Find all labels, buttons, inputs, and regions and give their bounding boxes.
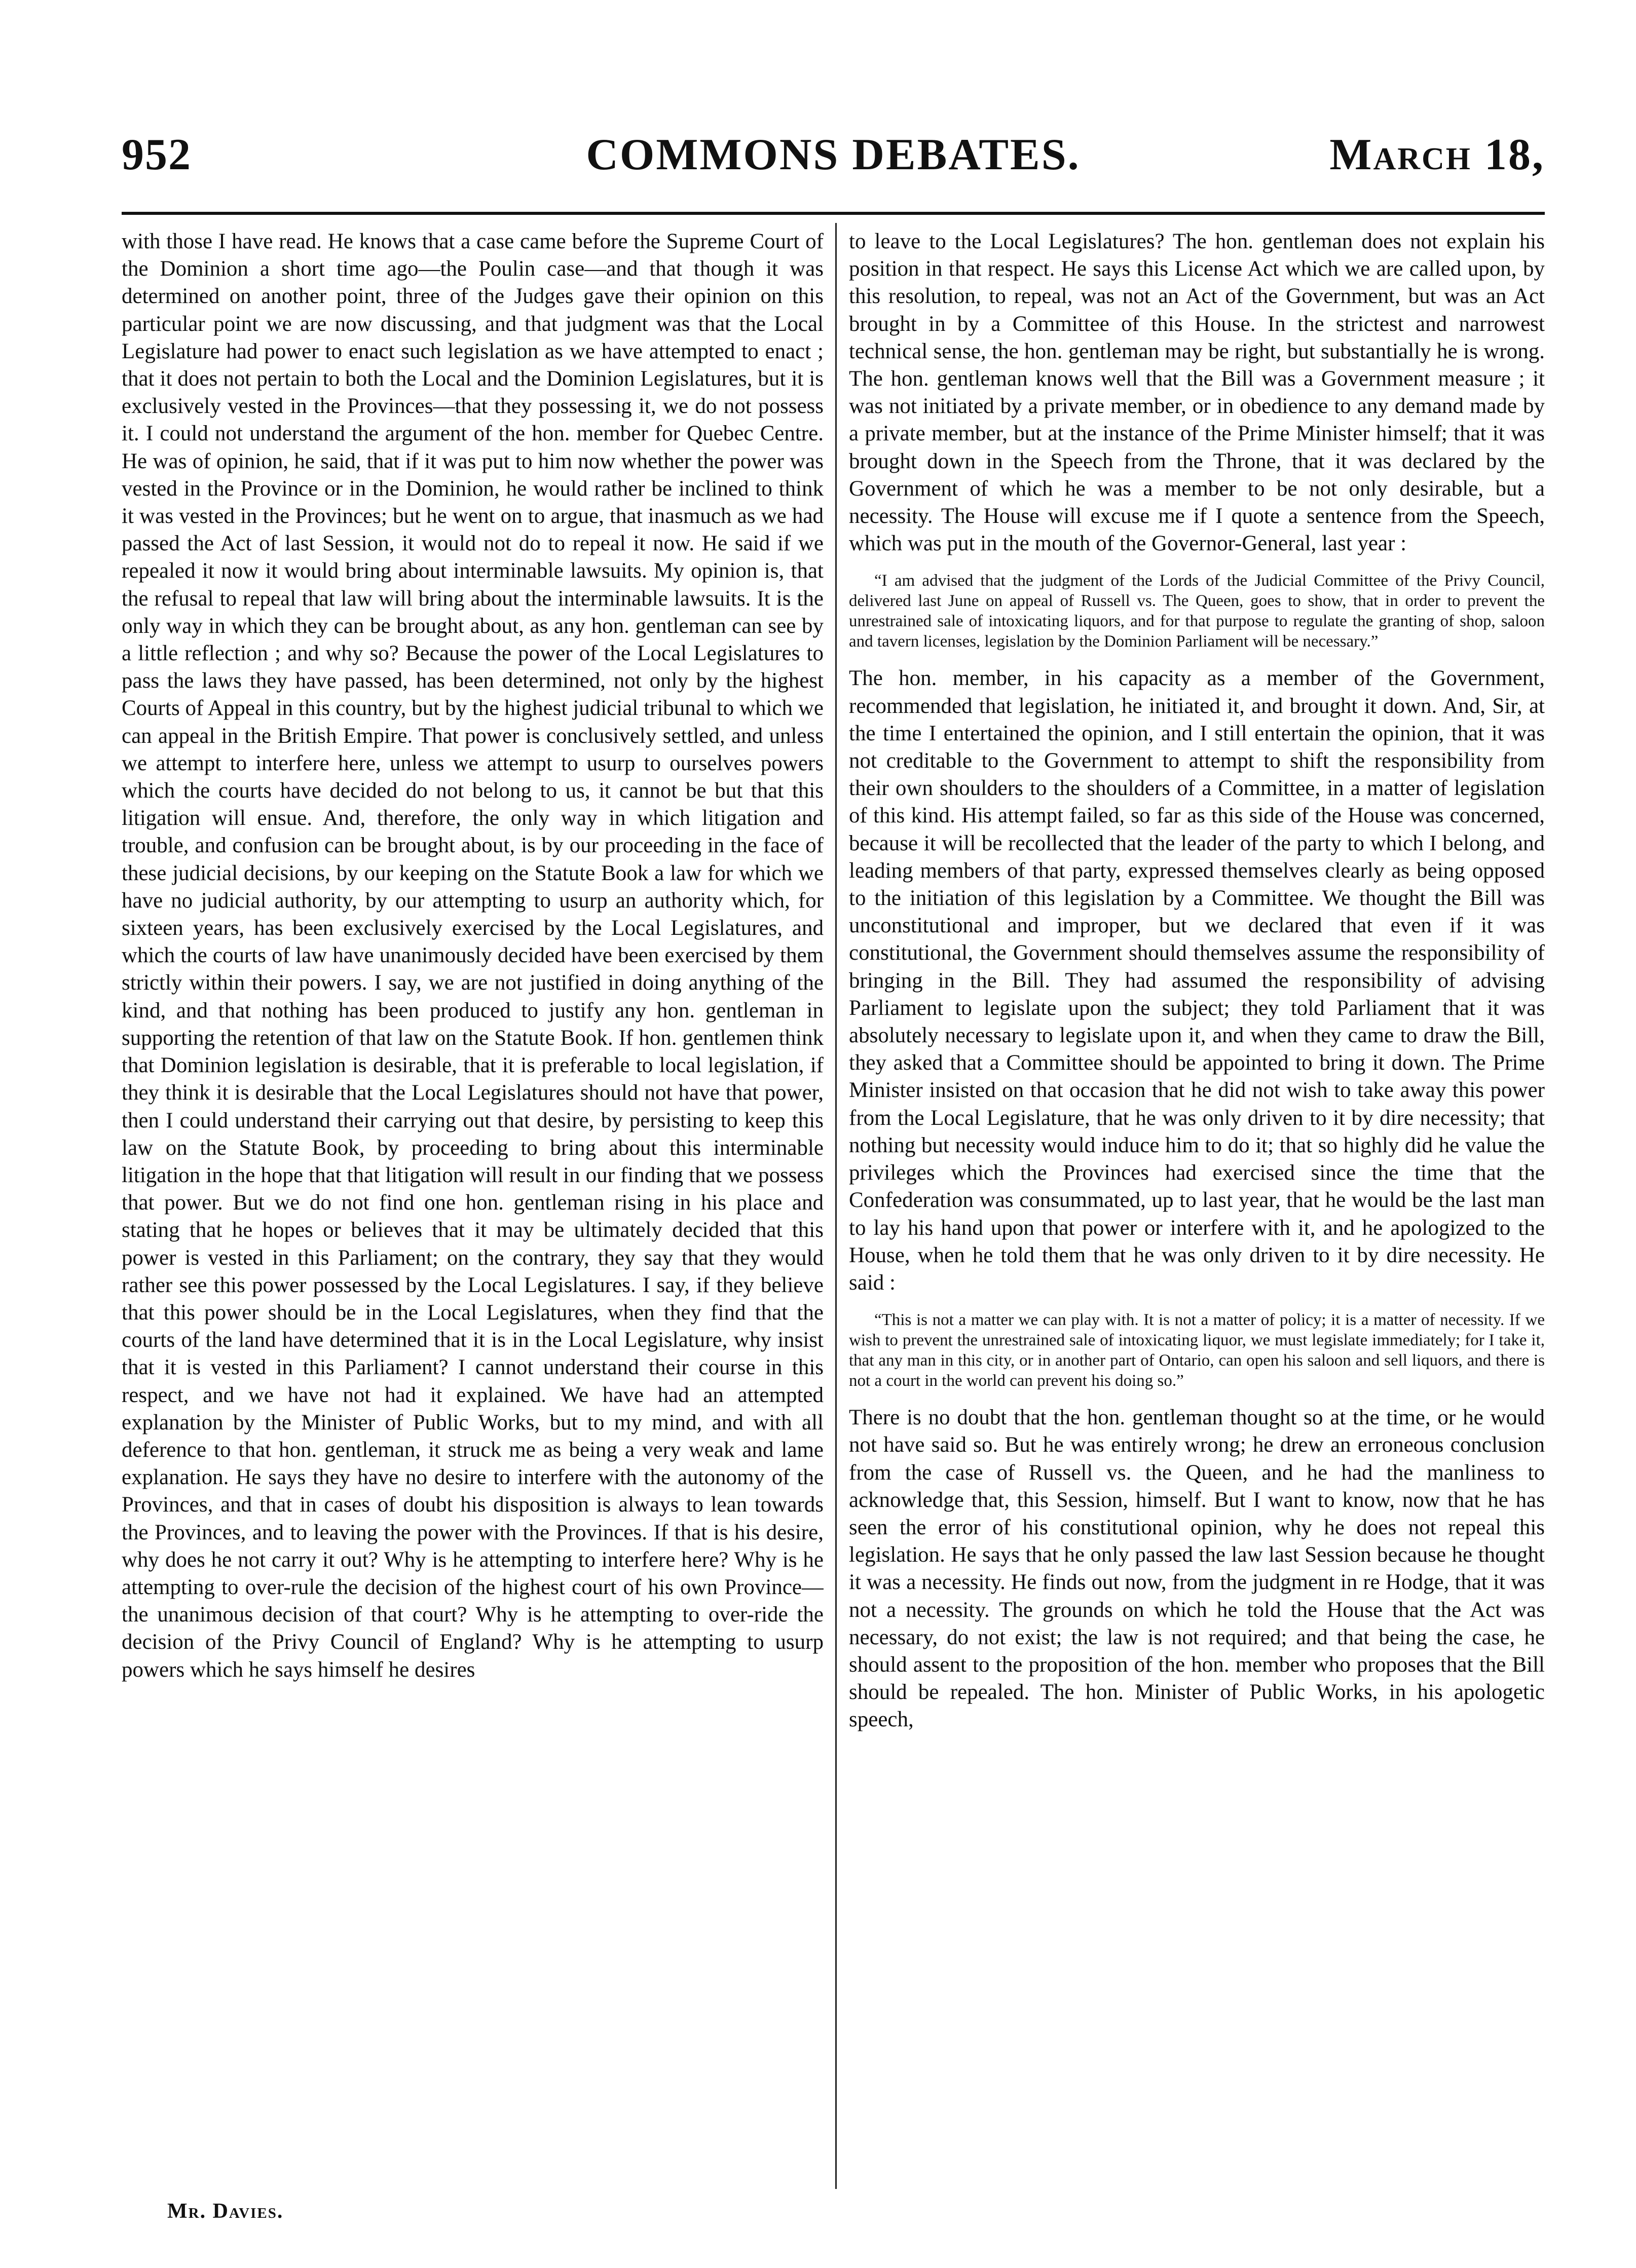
- header-date: March 18,: [1329, 130, 1545, 179]
- right-paragraph-3: There is no doubt that the hon. gentleman thought so at the time, or he would not have said so. But he was entirely wrong; he drew an erroneous conclusion from the case of Russell vs. the Queen, and he had the manliness to acknowledge that, this Session, himself. But I want to know, now that he has seen the error of his constitutional opinion, why he does not repeal this legislation. He says that he only passed the law last Session because he thought it was a necessity. He finds out now, from the judgment in re Hodge, that it was not a necessity. The grounds on which he told the House that the Act was necessary, do not exist; the law is not required; and that being the case, he should assent to the proposition of the hon. member who proposes that the Bill should be repealed. The hon. Minister of Public Works, in his apologetic speech,: [849, 1406, 1545, 1732]
- block-quote-speech-throne: “I am advised that the judgment of the Lords of the Judicial Committee of the Privy Council, delivered last June on appeal of Russell vs. The Queen, goes to show, that in order to prevent the unrestrained sale of intoxicating liquors, and for that purpose to regulate the granting of shop, saloon and tavern licenses, legislation by the Dominion Parliament will be necessary.”: [849, 572, 1545, 651]
- header-rule: [122, 212, 1545, 215]
- right-paragraph-1: to leave to the Local Legislatures? The hon. gentleman does not explain his position in that respect. He says this License Act which we are called upon, by this resolution, to repeal, was not an Act of the Government, but was an Act brought in by a Committee of this House. In the strictest and narrowest technical sense, the hon. gentleman may be right, but substantially he is wrong. The hon. gentleman knows well that the Bill was a Government measure ; it was not initiated by a private member, or in obedience to any demand made by a private member, but at the instance of the Prime Minister himself; that it was brought down in the Speech from the Throne, that it was declared by the Government of which he was a member to be not only desirable, but a necessity. The House will excuse me if I quote a sentence from the Speech, which was put in the mouth of the Governor-General, last year :: [849, 230, 1545, 556]
- publication-title: COMMONS DEBATES.: [586, 130, 1081, 179]
- right-paragraph-2: The hon. member, in his capacity as a member of the Government, recommended that legislation, he initiated it, and brought it down. And, Sir, at the time I entertained the opinion, and I still entertain the opinion, that it was not creditable to the Government to attempt to shift the responsibility from their own shoulders to the shoulders of a Committee, in a matter of legislation of this kind. His attempt failed, so far as this side of the House was concerned, because it will be recollected that the leader of the party to which I belong, and leading members of that party, expressed themselves clearly as being opposed to the initiation of this legislation by a Committee. We thought the Bill was unconstitutional and improper, but we declared that even if it was constitutional, the Government should themselves assume the responsibility of bringing in the Bill. They had assumed the responsibility of advising Parliament to legislate upon the subject; they told Parliament that it was absolutely necessary to legislate upon it, and when they came to draw the Bill, they asked that a Committee should be appointed to bring it down. The Prime Minister insisted on that occasion that he did not wish to take away this power from the Local Legislature, that he was only driven to it by dire necessity; that nothing but necessity would induce him to do it; that so highly did he value the privileges which the Provinces had exercised since the time that the Confederation was consummated, up to last year, that he would be the last man to lay his hand upon that power or interfere with it, and he apologized to the House, when he told them that he was only driven to it by dire necessity. He said :: [849, 666, 1545, 1295]
- right-column: [849, 228, 1545, 2204]
- block-quote-prime-minister: “This is not a matter we can play with. It is not a matter of policy; it is a matter of necessity. If we wish to prevent the unrestrained sale of intoxicating liquor, we must legislate immediately; for I take it, that any man in this city, or in another part of Ontario, can open his saloon and sell liquors, and there is not a court in the world can prevent his doing so.”: [849, 1311, 1545, 1390]
- speaker-footer: Mr. Davies.: [167, 2200, 284, 2223]
- left-column: [122, 228, 824, 2194]
- page-number: 952: [122, 130, 192, 179]
- page-header: [122, 129, 1545, 200]
- column-divider: [835, 223, 837, 2189]
- left-paragraph-1: with those I have read. He knows that a case came before the Supreme Court of the Dominion a short time ago—the Poulin case—and that though it was determined on another point, three of the Judges gave their opinion on this particular point we are now discussing, and that judgment was that the Local Legislature had power to enact such legislation as we have attempted to enact ; that it does not pertain to both the Local and the Dominion Legislatures, but it is exclusively vested in the Provinces—that they possessing it, we do not possess it. I could not understand the argument of the hon. member for Quebec Centre. He was of opinion, he said, that if it was put to him now whether the power was vested in the Province or in the Dominion, he would rather be inclined to think it was vested in the Provinces; but he went on to argue, that inasmuch as we had passed the Act of last Session, it would not do to repeal it now. He said if we repealed it now it would bring about interminable lawsuits. My opinion is, that the refusal to repeal that law will bring about the interminable lawsuits. It is the only way in which they can be brought about, as any hon. gentleman can see by a little reflection ; and why so? Because the power of the Local Legislatures to pass the laws they have passed, has been determined, not only by the highest Courts of Appeal in this country, but by the highest judicial tribunal to which we can appeal in the British Empire. That power is conclusively settled, and unless we attempt to interfere here, unless we attempt to usurp to ourselves powers which the courts have decided do not belong to us, it cannot be but that this litigation will ensue. And, therefore, the only way in which litigation and trouble, and confusion can be brought about, is by our proceeding in the face of these judicial decisions, by our keeping on the Statute Book a law for which we have no judicial authority, by our attempting to usurp an authority which, for sixteen years, has been exclusively exercised by the Local Legislatures, and which the courts of law have unanimously decided have been exercised by them strictly within their powers. I say, we are not justified in doing anything of the kind, and that nothing has been produced to justify any hon. gentleman in supporting the retention of that law on the Statute Book. If hon. gentlemen think that Dominion legislation is desirable, that it is preferable to local legislation, if they think it is desirable that the Local Legislatures should not have that power, then I could understand their carrying out that desire, by persisting to keep this law on the Statute Book, by proceeding to bring about this interminable litigation in the hope that that litigation will result in our finding that we possess that power. But we do not find one hon. gentleman rising in his place and stating that he hopes or believes that it may be ultimately decided that this power is vested in this Parliament; on the contrary, they say that they would rather see this power possessed by the Local Legislatures. I say, if they believe that this power should be in the Local Legislatures, when they find that the courts of the land have determined that it is in the Local Legislature, why insist that it is vested in this Parliament? I cannot understand their course in this respect, and we have not had it explained. We have had an attempted explanation by the Minister of Public Works, but to my mind, and with all deference to that hon. gentleman, it struck me as being a very weak and lame explanation. He says they have no desire to interfere with the autonomy of the Provinces, and that in cases of doubt his disposition is always to lean towards the Provinces, and to leaving the power with the Provinces. If that is his desire, why does he not carry it out? Why is he attempting to interfere here? Why is he attempting to over-rule the decision of the highest court of his own Province—the unanimous decision of that court? Why is he attempting to over-ride the decision of the Privy Council of England? Why is he attempting to usurp powers which he says himself he desires: [122, 230, 824, 1682]
